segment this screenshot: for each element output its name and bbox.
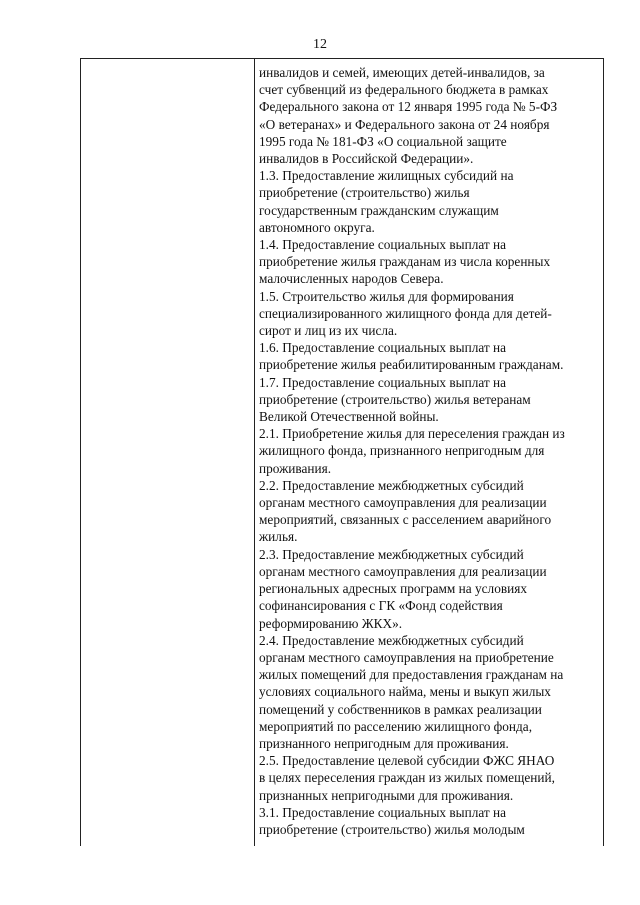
text-line: 1.5. Строительство жилья для формирования xyxy=(259,288,514,304)
text-line: 1.7. Предоставление социальных выплат на xyxy=(259,374,507,390)
text-line: автономного округа. xyxy=(259,219,375,235)
text-line: специализированного жилищного фонда для детей- xyxy=(259,305,552,321)
text-line: государственным гражданским служащим xyxy=(259,202,499,218)
text-line: органам местного самоуправления для реализации xyxy=(259,495,547,511)
text-line: региональных адресных программ на условиях xyxy=(259,581,528,597)
text-line: инвалидов в Российской Федерации». xyxy=(259,151,474,167)
text-line: приобретение жилья гражданам из числа коренных xyxy=(259,254,551,270)
text-line: 1.4. Предоставление социальных выплат на xyxy=(259,237,507,253)
text-line: 2.1. Приобретение жилья для переселения граждан из xyxy=(259,426,565,442)
text-line: 3.1. Предоставление социальных выплат на xyxy=(259,804,507,820)
text-line: проживания. xyxy=(259,460,332,476)
text-line: органам местного самоуправления на приобретение xyxy=(259,649,554,665)
document-table xyxy=(80,58,604,846)
text-line: в целях переселения граждан из жилых помещений, xyxy=(259,770,555,786)
text-line: инвалидов и семей, имеющих детей-инвалидов, за xyxy=(259,65,545,80)
text-line: сирот и лиц из их числа. xyxy=(259,323,398,339)
text-line: 1995 года № 181-ФЗ «О социальной защите xyxy=(259,133,507,149)
table-right-cell xyxy=(259,64,603,838)
text-line: «О ветеранах» и Федерального закона от 24 ноября xyxy=(259,116,550,132)
text-line: софинансирования с ГК «Фонд содействия xyxy=(259,598,503,614)
text-line: 1.3. Предоставление жилищных субсидий на xyxy=(259,168,514,184)
text-line: 2.4. Предоставление межбюджетных субсидий xyxy=(259,632,524,648)
text-line: мероприятий, связанных с расселением аварийного xyxy=(259,512,552,528)
text-line: жилья. xyxy=(259,529,298,545)
text-line: условиях социального найма, мены и выкуп жилых xyxy=(259,684,551,700)
column-divider xyxy=(254,59,255,846)
page-number: 12 xyxy=(313,37,327,52)
text-line: приобретение (строительство) жилья молодым xyxy=(259,821,525,837)
text-line: Великой Отечественной войны. xyxy=(259,409,439,425)
text-line: приобретение (строительство) жилья ветеранам xyxy=(259,391,531,407)
text-line: признанного непригодным для проживания. xyxy=(259,735,509,751)
text-line: малочисленных народов Севера. xyxy=(259,271,444,287)
text-line: 1.6. Предоставление социальных выплат на xyxy=(259,340,507,356)
text-line: реформированию ЖКХ». xyxy=(259,615,403,631)
text-line: приобретение (строительство) жилья xyxy=(259,185,470,201)
text-line: 2.5. Предоставление целевой субсидии ФЖС ЯНАО xyxy=(259,753,555,769)
text-line: признанных непригодными для проживания. xyxy=(259,787,514,803)
text-line: 2.2. Предоставление межбюджетных субсидий xyxy=(259,477,524,493)
text-line: помещений у собственников в рамках реализации xyxy=(259,701,542,717)
text-line: Федерального закона от 12 января 1995 года № 5-ФЗ xyxy=(259,99,558,115)
text-line: жилых помещений для предоставления гражданам на xyxy=(259,667,564,683)
text-line: мероприятий по расселению жилищного фонда, xyxy=(259,718,533,734)
text-line: органам местного самоуправления для реализации xyxy=(259,563,547,579)
text-line: жилищного фонда, признанного непригодным для xyxy=(259,443,545,459)
text-line: приобретение жилья реабилитированным гражданам. xyxy=(259,357,564,373)
text-line: счет субвенций из федерального бюджета в рамках xyxy=(259,82,549,98)
text-line: 2.3. Предоставление межбюджетных субсидий xyxy=(259,546,524,562)
table-left-cell xyxy=(81,59,254,846)
